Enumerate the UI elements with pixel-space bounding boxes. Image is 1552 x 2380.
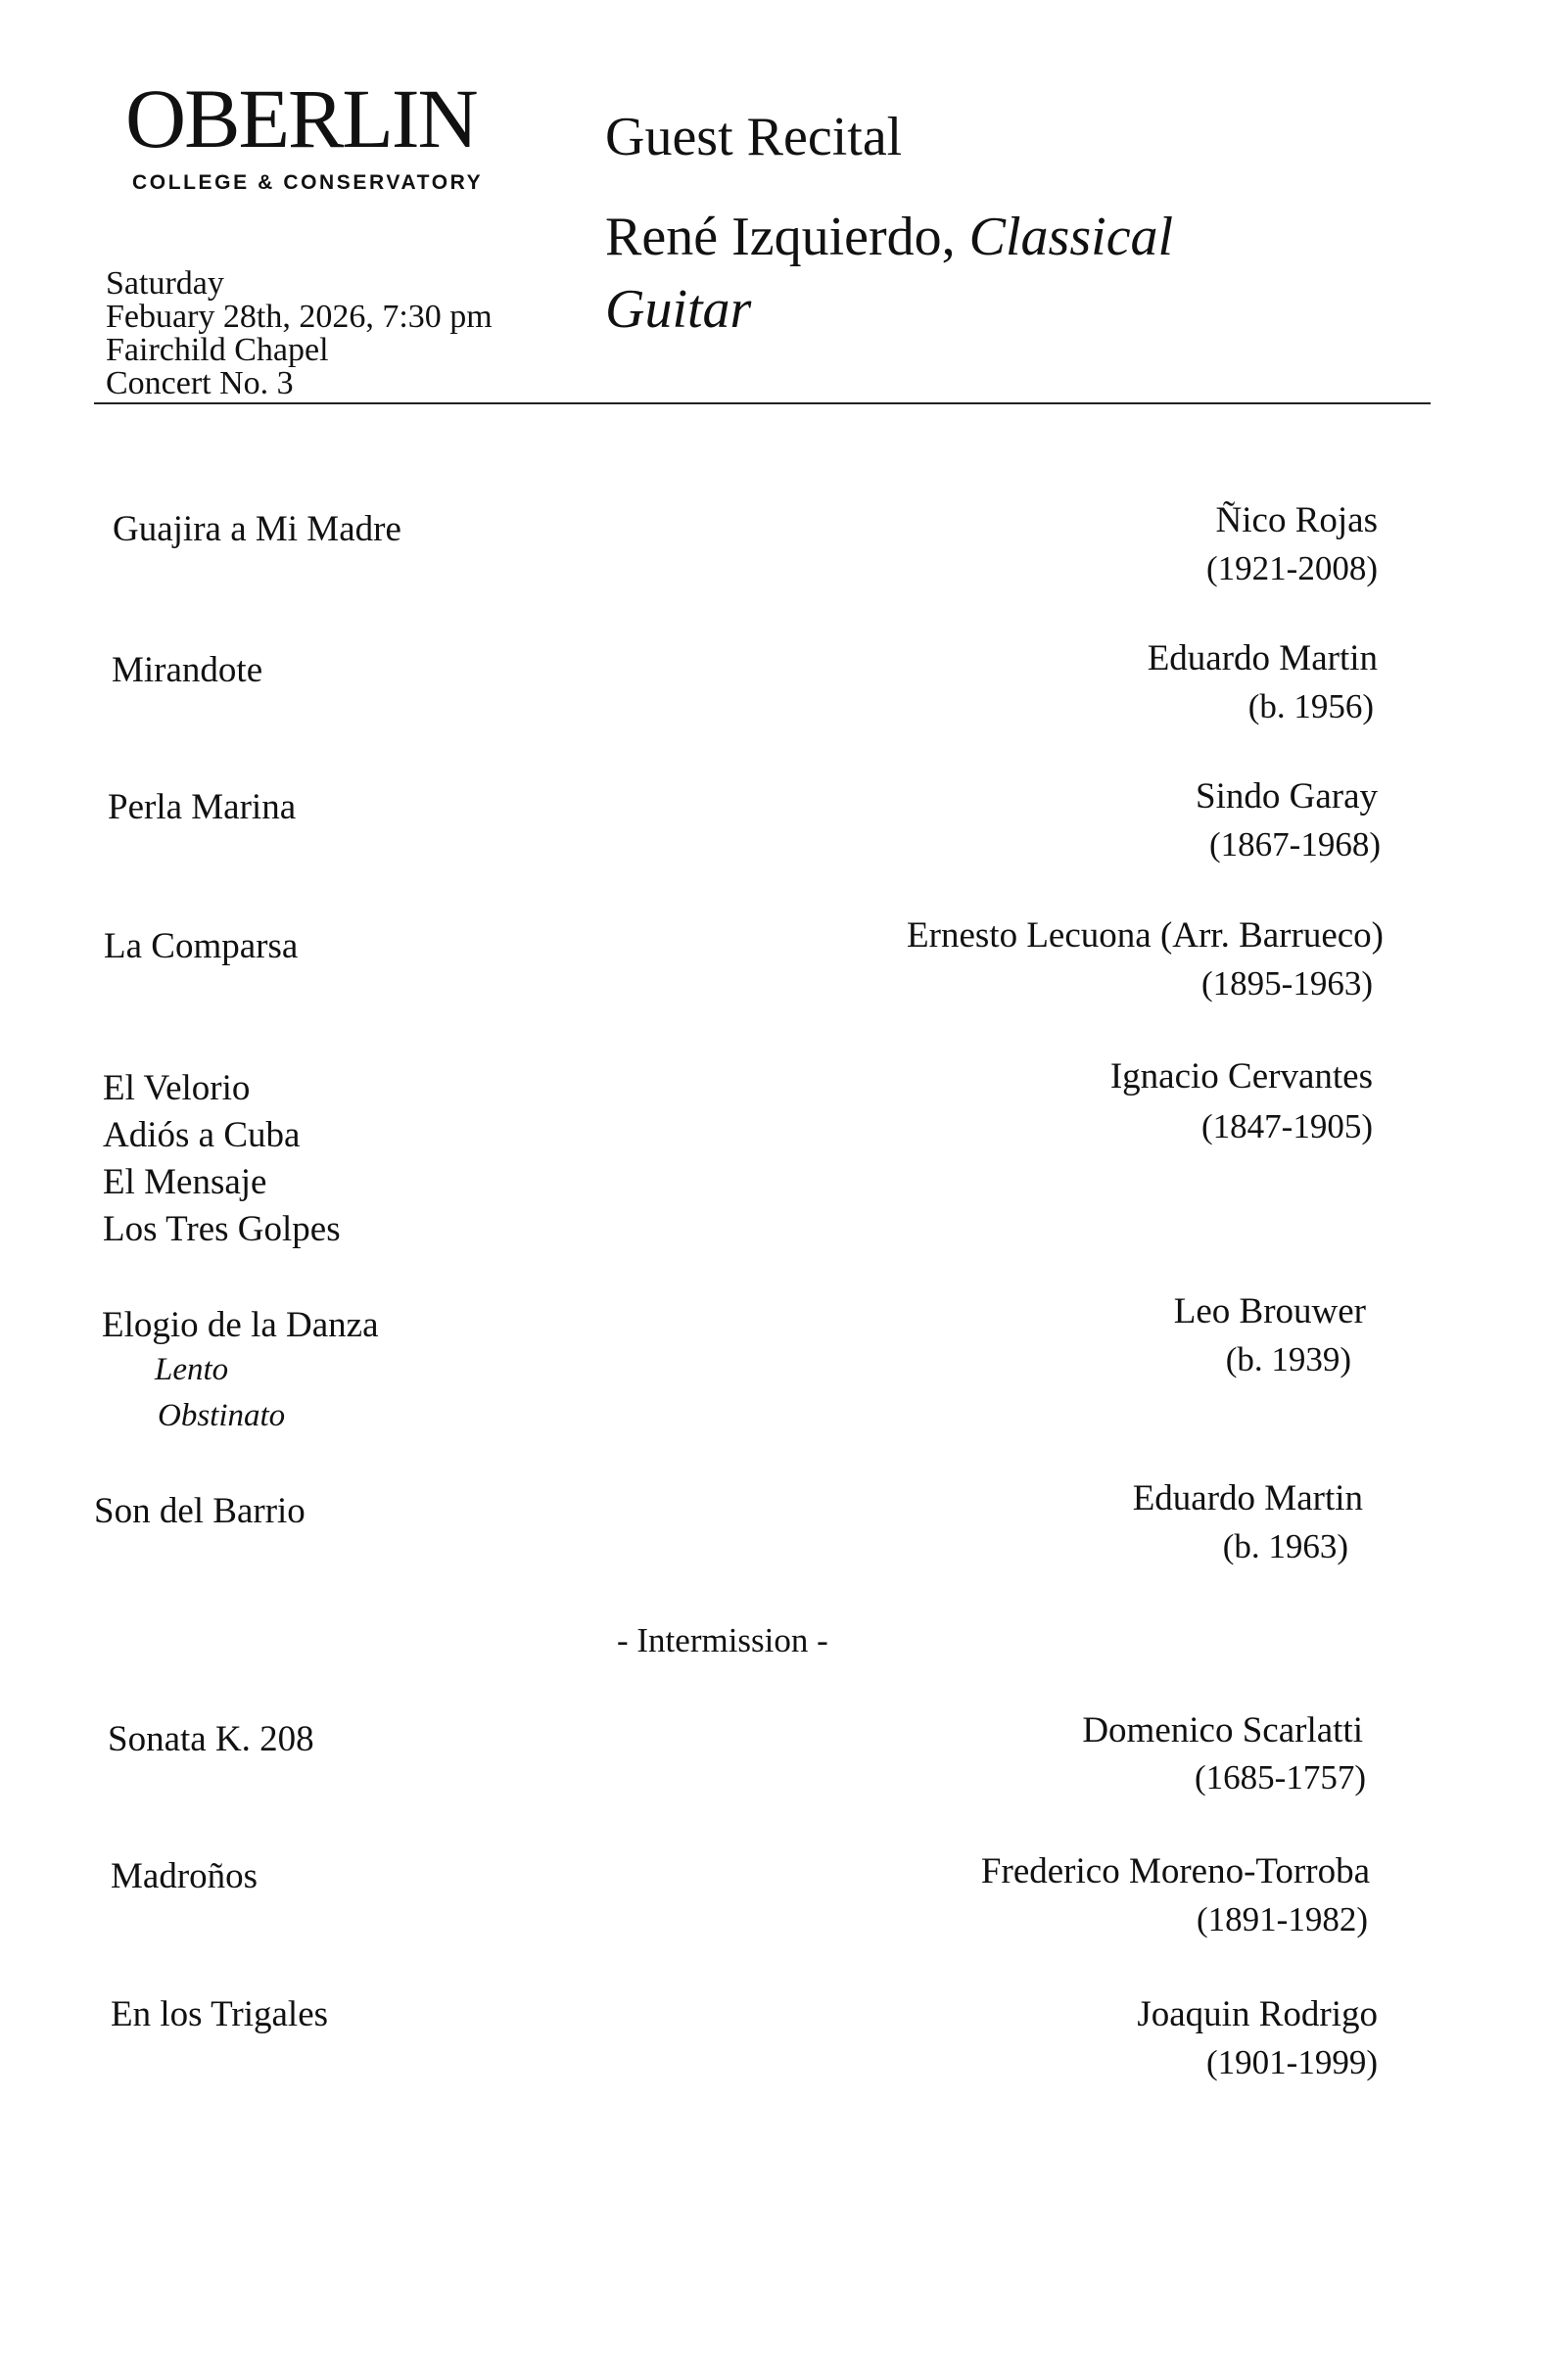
- movement-title: Obstinato: [158, 1398, 286, 1433]
- piece-title: Sonata K. 208: [108, 1719, 314, 1759]
- composer-dates: (1891-1982): [1197, 1900, 1368, 1938]
- header-divider: [94, 402, 1431, 404]
- piece-title: Madroños: [111, 1856, 259, 1896]
- logo-subtitle: COLLEGE & CONSERVATORY: [132, 171, 484, 194]
- piece-title: Adiós a Cuba: [103, 1115, 301, 1155]
- composer-name: Leo Brouwer: [1173, 1291, 1366, 1331]
- composer-name: Eduardo Martin: [1147, 638, 1378, 678]
- composer-name: Frederico Moreno-Torroba: [980, 1851, 1370, 1891]
- instrument-line-1: Classical: [968, 207, 1174, 267]
- composer-dates: (b. 1963): [1222, 1527, 1348, 1565]
- composer-name: Joaquin Rodrigo: [1137, 1994, 1378, 2034]
- piece-title: Son del Barrio: [94, 1491, 306, 1531]
- composer-dates: (1921-2008): [1206, 549, 1378, 587]
- piece-title: Guajira a Mi Madre: [113, 509, 401, 549]
- composer-name: Ignacio Cervantes: [1109, 1056, 1373, 1097]
- concert-number: Concert No. 3: [106, 365, 294, 401]
- piece-title: La Comparsa: [104, 926, 299, 966]
- composer-name: Ñico Rojas: [1215, 500, 1378, 540]
- piece-title: Mirandote: [112, 650, 263, 690]
- performer-line: [605, 207, 1174, 267]
- piece-title: Elogio de la Danza: [102, 1305, 379, 1345]
- composer-dates: (b. 1939): [1225, 1340, 1351, 1378]
- composer-name: Ernesto Lecuona (Arr. Barrueco): [907, 915, 1384, 956]
- piece-title: En los Trigales: [111, 1994, 329, 2034]
- composer-dates: (1685-1757): [1195, 1758, 1366, 1797]
- piece-title: El Mensaje: [103, 1162, 267, 1202]
- composer-dates: (1901-1999): [1206, 2043, 1378, 2081]
- intermission-label: - Intermission -: [617, 1621, 828, 1659]
- oberlin-logo: OBERLIN: [125, 71, 477, 165]
- concert-day: Saturday: [106, 265, 224, 302]
- piece-title: Los Tres Golpes: [103, 1209, 341, 1249]
- composer-name: Sindo Garay: [1196, 776, 1378, 817]
- composer-dates: (1895-1963): [1201, 964, 1373, 1003]
- piece-title: El Velorio: [103, 1068, 251, 1108]
- composer-dates: (1867-1968): [1209, 825, 1381, 863]
- concert-date-time: Febuary 28th, 2026, 7:30 pm: [106, 299, 493, 335]
- movement-title: Lento: [155, 1352, 229, 1387]
- composer-dates: (b. 1956): [1247, 687, 1374, 725]
- composer-dates: (1847-1905): [1201, 1107, 1373, 1145]
- recital-type: Guest Recital: [605, 107, 903, 167]
- composer-name: Eduardo Martin: [1132, 1478, 1363, 1518]
- instrument-line-2: Guitar: [605, 279, 752, 340]
- piece-title: Perla Marina: [108, 787, 297, 827]
- performer-name: René Izquierdo,: [605, 207, 956, 267]
- composer-name: Domenico Scarlatti: [1082, 1710, 1363, 1750]
- concert-venue: Fairchild Chapel: [106, 332, 329, 368]
